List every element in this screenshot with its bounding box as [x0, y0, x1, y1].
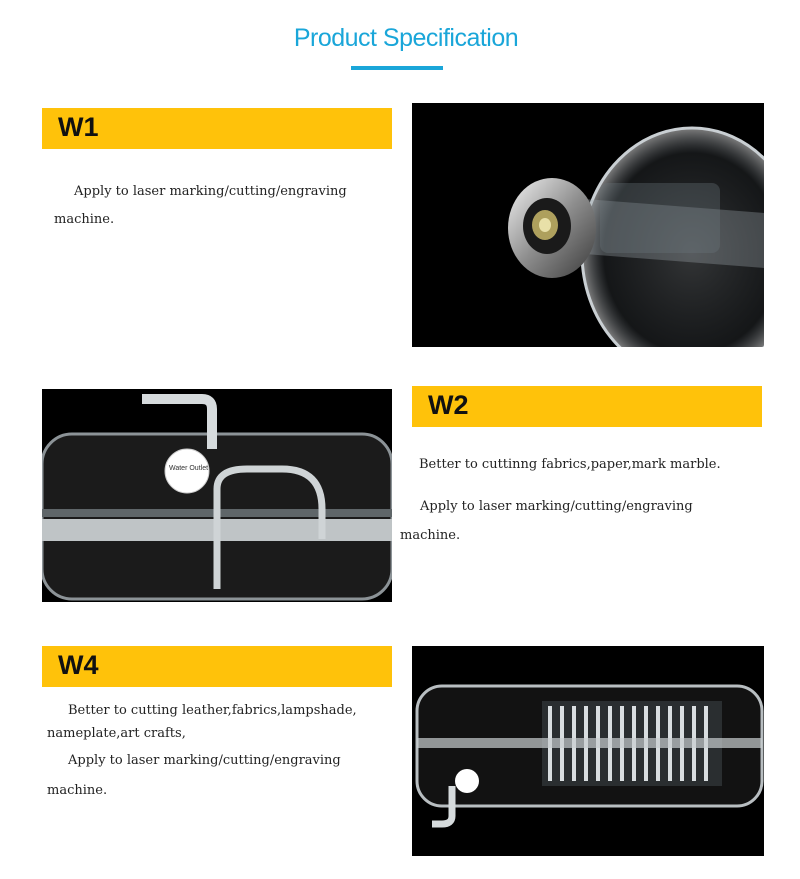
section-w2-text-2: Apply to laser marking/cutting/engraving: [420, 499, 693, 514]
section-w4-text-1: Better to cutting leather,fabrics,lampshade,: [68, 703, 357, 718]
title-underline: [351, 66, 443, 70]
section-w1-text-2: machine.: [54, 212, 115, 227]
section-w2-text-3: machine.: [400, 528, 461, 543]
section-w4-bar: [42, 646, 392, 687]
laser-tube-coil-photo: [412, 646, 764, 856]
section-w1-text-1: Apply to laser marking/cutting/engraving: [74, 184, 347, 199]
laser-tube-outlet-photo: [42, 389, 392, 602]
section-w4-text-3: Apply to laser marking/cutting/engraving: [68, 753, 341, 768]
section-w1-bar: [42, 108, 392, 149]
section-w4-text-4: machine.: [47, 783, 108, 798]
laser-tube-end-photo: [412, 103, 764, 347]
section-w2-label: W2: [428, 390, 469, 420]
section-w2-text-1: Better to cuttinng fabrics,paper,mark marble.: [419, 457, 721, 472]
section-w4-text-2: nameplate,art crafts,: [47, 726, 186, 741]
section-w1-label: W1: [58, 112, 99, 142]
page-title: Product Specification: [293, 24, 519, 52]
section-w4-label: W4: [58, 650, 99, 680]
water-outlet-sticker: Water Outlet: [169, 465, 209, 472]
section-w2-bar: [412, 386, 762, 427]
